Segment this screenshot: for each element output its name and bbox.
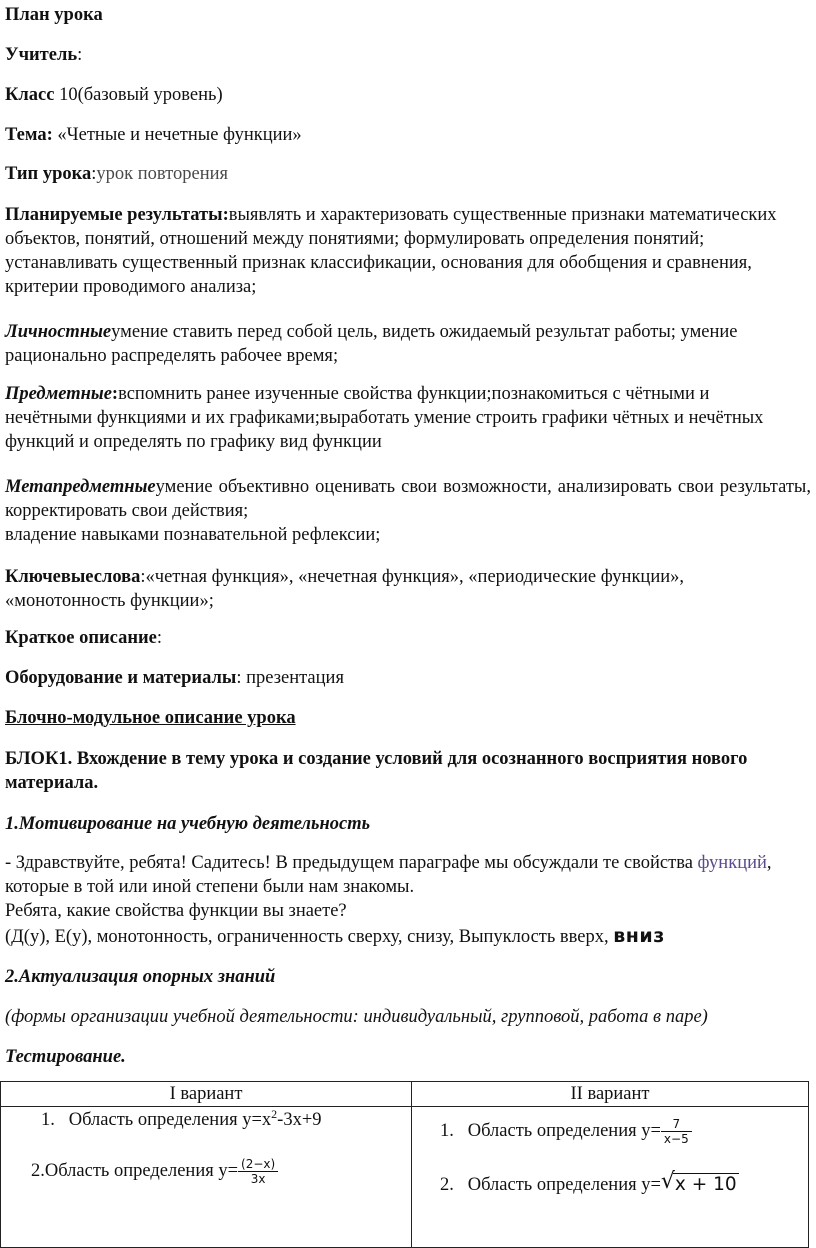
organization-forms: (формы организации учебной деятельности: индивидуальный, групповой, работа в паре) [5, 1007, 708, 1027]
planned-results [5, 203, 795, 299]
meta-text: умение объективно оценивать свои возможности, анализировать свои результаты, корректировать свои действия; [5, 477, 811, 521]
topic-label: Тема: [5, 125, 53, 145]
block-description-heading: Блочно-модульное описание урока [5, 708, 296, 728]
motivation-answer [5, 924, 665, 949]
subject-results [5, 382, 797, 454]
v2-q2-sqrt [660, 1169, 739, 1197]
test-table-header-row [1, 1082, 809, 1107]
sqrt-icon: √ [660, 1169, 675, 1194]
meta-results-2: владение навыками познавательной рефлексии; [5, 525, 381, 545]
block1-heading: БЛОК1. Вхождение в тему урока и создание условий для осознанного восприятия нового материала. [5, 749, 748, 793]
v1-q1-number: 1. [41, 1110, 55, 1130]
lesson-type-sep: : [91, 164, 97, 184]
lesson-type-value: урок повторения [96, 164, 229, 184]
subject-sep: : [111, 384, 119, 404]
testing-heading: Тестирование. [5, 1047, 126, 1067]
v2-q2-text: Область определения y= [467, 1175, 661, 1195]
doc-title: План урока [5, 5, 103, 25]
subject-label: Предметные [5, 384, 112, 404]
topic-line [5, 123, 302, 147]
meta-label: Метапредметные [5, 477, 156, 497]
short-description-label: Краткое описание [5, 628, 157, 648]
motivation-answer-text: (Д(у), Е(у), монотонность, ограниченность сверху, снизу, Выпуклость вверх, [5, 927, 614, 947]
v2-q1-text: Область определения y= [467, 1120, 661, 1141]
v1-q1-text: Область определения y=x [68, 1110, 272, 1130]
variant-2-cell [412, 1107, 809, 1248]
motivation-heading: 1.Мотивирование на учебную деятельность [5, 814, 371, 834]
topic-value: «Четные и нечетные функции» [52, 125, 302, 145]
v1-question-2 [31, 1157, 278, 1186]
teacher-sep: : [77, 45, 83, 65]
v1-q2-denominator: 3x [250, 1172, 266, 1186]
meta-results [5, 475, 811, 523]
motivation-question: Ребята, какие свойства функции вы знаете? [5, 901, 347, 921]
short-description [5, 626, 162, 650]
v2-q1-fraction [661, 1117, 692, 1146]
class-label: Класс [5, 85, 55, 105]
actualization-heading: 2.Актуализация опорных знаний [5, 967, 276, 987]
personal-text: умение ставить перед собой цель, видеть ожидаемый результат работы; умение рационально распределять рабочее время; [5, 322, 738, 366]
v2-question-2 [440, 1169, 739, 1197]
personal-results [5, 320, 795, 368]
v2-q1-number: 1. [440, 1120, 454, 1141]
variant-1-cell [1, 1107, 412, 1248]
v2-q1-denominator: x−5 [663, 1132, 689, 1146]
v1-question-1 [41, 1108, 322, 1132]
motivation-answer-down: вниз [613, 925, 665, 947]
short-description-sep: : [156, 628, 162, 648]
motivation-line1-end: , которые в той или иной степени были нам знакомы. [5, 853, 772, 897]
equipment [5, 666, 344, 690]
keywords [5, 565, 795, 613]
v1-q2-text: 2.Область определения y= [31, 1160, 239, 1181]
teacher-line [5, 43, 82, 67]
lesson-type-line [5, 162, 228, 186]
v2-q1-numerator: 7 [661, 1117, 692, 1132]
class-value: 10(базовый уровень) [54, 85, 223, 105]
personal-label: Личностные [5, 322, 112, 342]
v2-q2-radicand: x + 10 [674, 1174, 737, 1195]
keywords-text: :«четная функция», «нечетная функция», «периодические функции», «монотонность функции»; [5, 567, 685, 611]
equipment-text: : презентация [236, 668, 344, 688]
v1-q2-numerator: (2−x) [238, 1157, 278, 1172]
test-table-row [1, 1107, 809, 1248]
motivation-line1: - Здравствуйте, ребята! Садитесь! В предыдущем параграфе мы обсуждали те свойства [5, 853, 693, 873]
test-table [0, 1081, 809, 1248]
v1-q1-exponent: 2 [271, 1106, 278, 1121]
class-line [5, 83, 223, 107]
functions-link[interactable]: функций [697, 853, 767, 873]
variant-1-header: I вариант [1, 1082, 412, 1107]
planned-results-label: Планируемые результаты: [5, 205, 229, 225]
v2-question-1 [440, 1117, 692, 1146]
v1-q2-fraction [238, 1157, 278, 1186]
v2-q2-number: 2. [440, 1175, 454, 1195]
variant-2-header: II вариант [412, 1082, 809, 1107]
subject-text: вспомнить ранее изученные свойства функции;познакомиться с чётными и нечётными функциями и их графиками;выработать умение строить графики чётных и нечётных функций и определять по графику вид функции [5, 384, 764, 452]
planned-results-text: выявлять и характеризовать существенные признаки математических объектов, понятий, отношений между понятиями; формулировать определения понятий; устанавливать существенный признак классификации, основания для обобщения и сравнения, критерии проводимого анализа; [5, 205, 777, 297]
motivation-text [5, 851, 805, 899]
v1-q1-rest: -3x+9 [277, 1110, 322, 1130]
keywords-label: Ключевыеслова [5, 567, 141, 587]
lesson-type-label: Тип урока [5, 164, 92, 184]
teacher-label: Учитель [5, 45, 78, 65]
equipment-label: Оборудование и материалы [5, 668, 237, 688]
